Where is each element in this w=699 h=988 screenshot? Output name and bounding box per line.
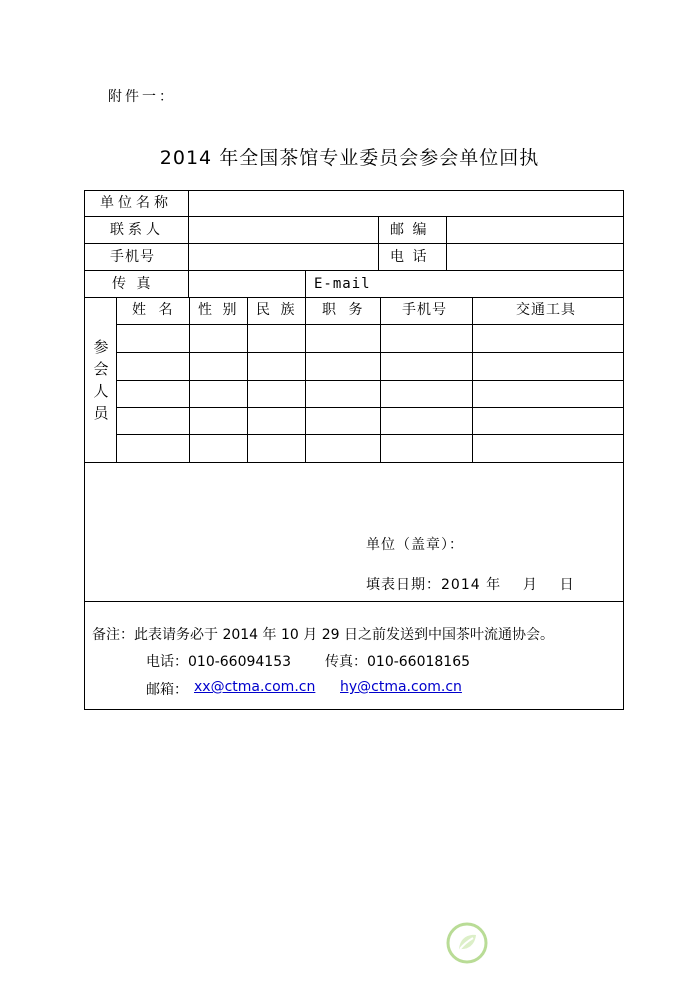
col-line	[188, 190, 189, 297]
row-line	[84, 216, 624, 217]
col-header-mobile: 手机号	[402, 302, 447, 318]
col-header-transport: 交通工具	[516, 302, 576, 318]
unit-name-label: 单位名称	[100, 195, 172, 211]
col-line	[380, 297, 381, 462]
row-line	[84, 601, 624, 602]
mobile-label: 手机号	[110, 249, 155, 265]
attendees-label: 参 会 人 员	[93, 338, 109, 422]
row-line	[84, 297, 624, 298]
row-line	[116, 407, 624, 408]
col-line	[116, 297, 117, 462]
fill-date: 填表日期：2014 年 月 日	[366, 577, 575, 593]
email-label: E-mail	[314, 276, 371, 292]
fax-label: 传 真	[112, 276, 154, 292]
col-header-ethnicity: 民 族	[256, 302, 298, 318]
col-header-gender: 性 别	[198, 302, 240, 318]
row-line	[116, 324, 624, 325]
row-line	[116, 352, 624, 353]
col-line	[305, 297, 306, 462]
leaf-logo-icon	[446, 922, 488, 964]
contact-phone: 电话：010-66094153	[146, 654, 292, 670]
contact-fax: 传真：010-66018165	[325, 654, 471, 670]
col-header-name: 姓 名	[132, 302, 177, 318]
attachment-label: 附件一：	[108, 89, 176, 105]
email-label-note: 邮箱：	[146, 682, 188, 698]
page-title: 2014 年全国茶馆专业委员会参会单位回执	[159, 147, 540, 169]
col-line	[472, 297, 473, 462]
stamp-label: 单位（盖章）：	[366, 537, 464, 553]
email-link-2[interactable]: hy@ctma.com.cn	[340, 679, 462, 695]
col-line	[378, 216, 379, 270]
col-line	[247, 297, 248, 462]
row-line	[84, 270, 624, 271]
row-line	[116, 434, 624, 435]
col-line	[189, 297, 190, 462]
email-link-1[interactable]: xx@ctma.com.cn	[194, 679, 316, 695]
contact-label: 联系人	[110, 222, 164, 238]
row-line	[84, 243, 624, 244]
col-header-position: 职 务	[322, 302, 367, 318]
note-text: 备注：此表请务必于 2014 年 10 月 29 日之前发送到中国茶叶流通协会。	[92, 627, 554, 643]
postcode-label: 邮 编	[390, 222, 429, 238]
phone-label: 电 话	[390, 249, 429, 265]
row-line	[116, 380, 624, 381]
col-line	[446, 216, 447, 270]
col-line	[305, 270, 306, 297]
row-line	[84, 462, 624, 463]
